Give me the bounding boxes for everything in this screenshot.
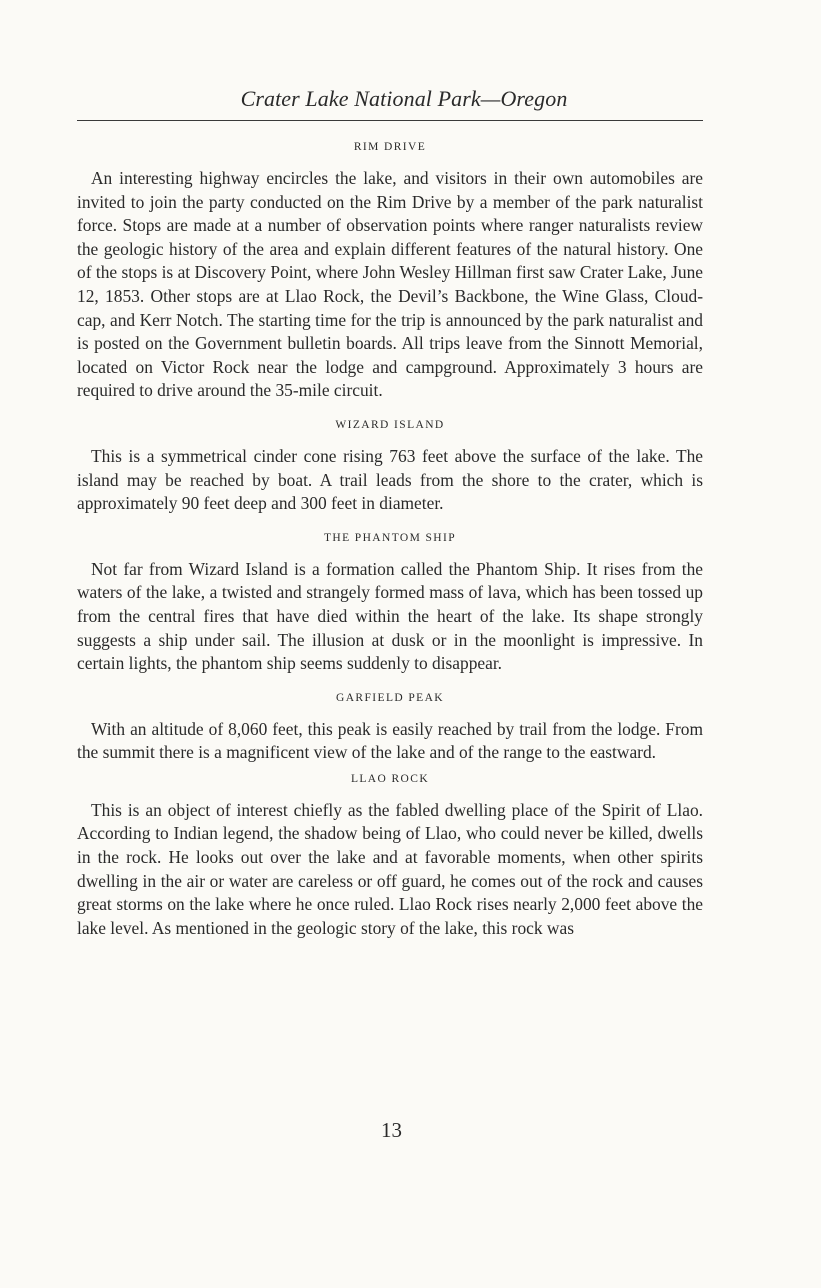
section-heading-phantom-ship: THE PHANTOM SHIP [323, 531, 457, 544]
page-number: 13 [381, 1118, 402, 1142]
paragraph-garfield-peak: With an altitude of 8,060 feet, this peak is easily reached by trail from the lodge. From the summit there is a magnificent view of the lake and of the range to the eastward. [77, 718, 703, 763]
paragraph-rim-drive: An interesting highway encircles the lake, and visitors in their own automobiles are invited to join the party conducted on the Rim Drive by a member of the park naturalist force. Stops are made at a number of observation points where ranger naturalists review the geologic history of the area and explain different features of the natural history. One of the stops is at Discovery Point, where John Wesley Hillman first saw Crater Lake, June 12, 1853. Other stops are at Llao Rock, the Devil’s Backbone, the Wine Glass, Cloud-cap, and Kerr Notch. The starting time for the trip is announced by the park naturalist and is posted on the Government bulletin boards. All trips leave from the Sinnott Memorial, located on Victor Rock near the lodge and campground. Approximately 3 hours are required to drive around the 35-mile circuit. [77, 168, 703, 401]
page-body [77, 84, 703, 954]
running-head: Crater Lake National Park—Oregon [240, 86, 568, 111]
section-heading-garfield-peak: GARFIELD PEAK [336, 691, 444, 704]
section-heading-wizard-island: WIZARD ISLAND [335, 418, 445, 431]
section-heading-llao-rock: LLAO ROCK [350, 772, 430, 785]
paragraph-wizard-island: This is a symmetrical cinder cone rising 763 feet above the surface of the lake. The island may be reached by boat. A trail leads from the shore to the crater, which is approximately 90 feet deep and 300 feet in diameter. [77, 445, 703, 514]
paragraph-llao-rock: This is an object of interest chiefly as the fabled dwelling place of the Spirit of Llao. According to Indian legend, the shadow being of Llao, who could never be killed, dwells in the rock. He looks out over the lake and at favorable moments, when other spirits dwelling in the air or water are careless or off guard, he comes out of the rock and causes great storms on the lake where he once ruled. Llao Rock rises nearly 2,000 feet above the lake level. As mentioned in the geologic story of the lake, this rock was [77, 799, 703, 938]
header-rule [77, 120, 703, 121]
paragraph-phantom-ship: Not far from Wizard Island is a formation called the Phantom Ship. It rises from the waters of the lake, a twisted and strangely formed mass of lava, which has been tossed up from the central fires that have died within the heart of the lake. Its shape strongly suggests a ship under sail. The illusion at dusk or in the moonlight is impressive. In certain lights, the phantom ship seems suddenly to disappear. [77, 558, 703, 674]
section-heading-rim-drive: RIM DRIVE [353, 141, 427, 153]
